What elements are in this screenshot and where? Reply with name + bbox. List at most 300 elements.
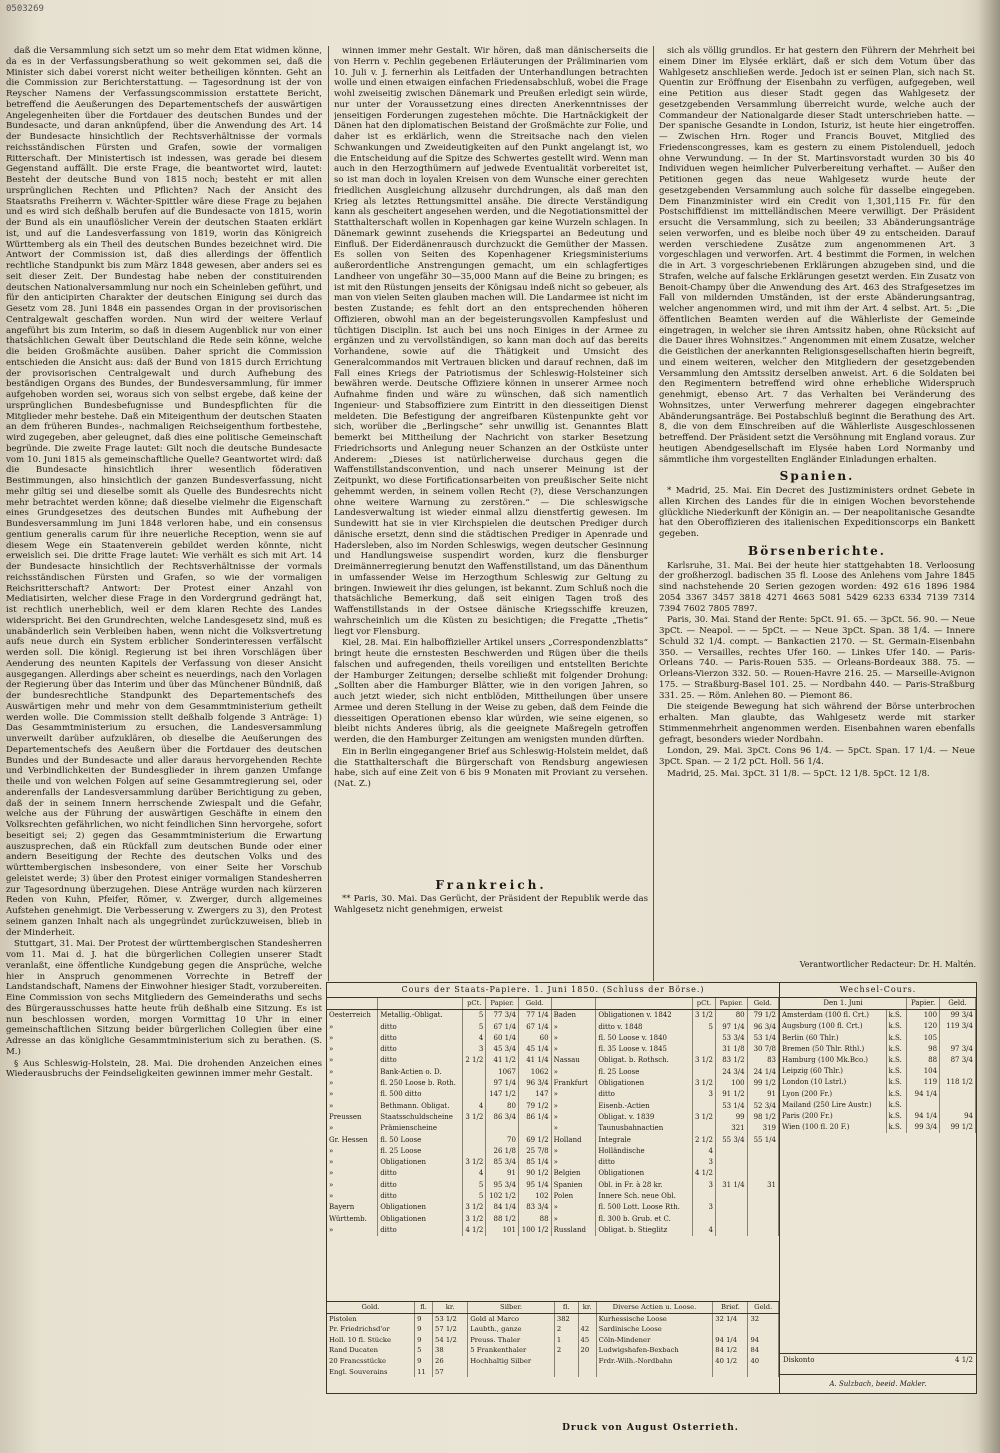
table-cell: 91 1/2 [715,1089,747,1100]
diskonto-row [780,1353,976,1367]
table-cell: » [551,1146,596,1157]
table-cell: ditto [378,1168,463,1179]
table-cell: Holländische [596,1146,693,1157]
table-row [780,1077,976,1088]
table-cell: k.S. [886,1033,907,1044]
header-cell [551,998,596,1010]
table-cell: 53 1/4 [715,1101,747,1112]
table-cell: k.S. [886,1122,907,1133]
table-cell: Pistolen [327,1313,415,1324]
table-cell: 40 1/2 [713,1356,748,1367]
table-cell: 9 [415,1324,433,1335]
page-shadow [978,0,1000,1453]
header-cell: kr. [433,1302,468,1313]
table-cell: 94 1/4 [713,1335,748,1346]
table-cell: 32 [748,1313,779,1324]
table-cell: » [551,1022,596,1033]
table-cell: Obligationen [378,1157,463,1168]
table-cell [715,1202,747,1213]
table-cell: k.S. [886,1111,907,1122]
table-cell: k.S. [886,1066,907,1077]
boersen-paragraph: Karlsruhe, 31. Mai. Bei der heute hier stattgehabten 18. Verloosung der großherzogl. badischen 35 fl. Loose des Anlehens vom Jahre 1845 sind nachstehende 20 Serien gezogen worden: 492 616 1896 1984 2054 3367 3457 3818 4271 4663 5081 5429 6233 6334 7139 7314 7394 7602 7805 7897. [659,560,975,614]
table-row [327,1225,779,1236]
table-cell: 40 [748,1356,779,1367]
table-cell [518,1123,551,1134]
table-cell: Spanien [551,1180,596,1191]
table-cell: 9 [415,1335,433,1346]
table-cell: Metallig.-Obligat. [378,1010,463,1022]
table-cell: 83 3/4 [518,1202,551,1213]
table-cell: 120 [907,1021,940,1032]
table-cell: 84 1/4 [486,1202,519,1213]
table-cell: ditto [378,1044,463,1055]
table-cell: 87 3/4 [940,1055,976,1066]
table-cell: 95 1/4 [518,1180,551,1191]
table-header-row [327,998,779,1010]
table-cell: » [327,1033,378,1044]
table-cell: fl. 300 b. Grub. et C. [596,1214,693,1225]
table-cell [463,1123,486,1134]
table-cell: Ludwigshafen-Bexbach [596,1345,713,1356]
frankreich-section [334,880,648,915]
table-cell: Hamburg (100 Mk.Bco.) [780,1055,886,1066]
table-cell: 84 1/2 [713,1345,748,1356]
table-row [327,1202,779,1213]
table-cell: Hochhaltig Silber [468,1356,555,1367]
table-cell: » [327,1191,378,1202]
table-cell [463,1067,486,1078]
table-cell: London (10 Lstrl.) [780,1077,886,1088]
table-cell: 4 [692,1225,715,1236]
table-cell [747,1202,778,1213]
table-cell: 24 3/4 [715,1067,747,1078]
table-cell: 3 1/2 [692,1010,715,1022]
article-paragraph: Stuttgart, 31. Mai. Der Protest der württembergischen Standesherren vom 11. Mai d. J. hat die bürgerlichen Collegien unserer Stadt veranlaßt, eine öffentliche Kundgebung gegen die Ansprüche, welche hier in Anspruch genommenen Vorrechte in Betreff der Landstandschaft, Namens der Einwohner hiesiger Stadt, vorzubereiten. Eine Commission von sechs Mitgliedern des Gemeinderaths und sechs des Bürgerausschusses hatte heute früh deßhalb eine Sitzung. Es ist nun beschlossen worden, morgen Vormittag 10 Uhr in einer gemeinschaftlichen Sitzung beider bürgerlichen Collegien über eine Adresse an das königliche Gesammtministerium sich zu berathen. (S. M.) [6,939,322,1057]
table-cell [715,1146,747,1157]
table-cell [715,1157,747,1168]
table-cell: 3 1/2 [692,1112,715,1123]
table-cell [940,1066,976,1077]
table-cell: 3 1/2 [463,1112,486,1123]
table-cell: » [327,1157,378,1168]
table-cell: » [327,1089,378,1100]
table-cell: 94 [940,1111,976,1122]
table-cell: Preussen [327,1112,378,1123]
kurs-grid [327,998,779,1236]
table-cell: 3 1/2 [692,1055,715,1066]
table-cell: 91 [747,1089,778,1100]
table-cell: Oesterreich [327,1010,378,1022]
table-cell: k.S. [886,1044,907,1055]
table-cell [463,1089,486,1100]
table-cell: 80 [715,1010,747,1022]
table-cell: ditto [378,1225,463,1236]
table-cell: Gr. Hessen [327,1135,378,1146]
table-cell: Laubth., ganze [468,1324,555,1335]
header-cell: Papier. [907,998,940,1010]
table-cell [468,1367,555,1378]
header-cell: Brief. [713,1302,748,1313]
boersen-paragraph: London, 29. Mai. 3pCt. Cons 96 1/4. — 5pCt. Span. 17 1/4. — Neue 3pCt. Span. — 2 1/2 pCt. Holl. 56 1/4. [659,746,975,767]
table-row [327,1214,779,1225]
table-cell [940,1089,976,1100]
table-cell: k.S. [886,1021,907,1032]
table-cell: » [327,1022,378,1033]
table-cell [692,1044,715,1055]
table-cell: » [327,1180,378,1191]
table-cell: » [551,1157,596,1168]
table-row [327,1135,779,1146]
table-cell [554,1356,578,1367]
table-cell: Gold al Marco [468,1313,555,1324]
table-cell [713,1367,748,1378]
staats-papiere-table [327,983,780,1393]
table-cell: 95 3/4 [486,1180,519,1191]
table-header-row [780,998,976,1010]
header-cell: Papier. [486,998,519,1010]
article-paragraph: § Aus Schleswig-Holstein, 28. Mai. Die drohenden Anzeichen eines Wiederausbruchs der Feindseligkeiten gewinnen immer mehr Gestalt. [6,1058,322,1080]
table-cell: 118 1/2 [940,1077,976,1088]
table-cell: 77 3/4 [486,1010,519,1022]
table-cell: Holl. 10 fl. Stücke [327,1335,415,1346]
table-cell: 98 1/2 [747,1112,778,1123]
table-row [327,1345,779,1356]
table-cell: 5 [463,1191,486,1202]
column-divider [653,46,654,981]
header-cell: Diverse Actien u. Loose. [596,1302,713,1313]
table-title: Cours der Staats-Papiere. 1. Juni 1850. (Schluss der Börse.) [327,983,779,998]
table-cell [747,1157,778,1168]
table-cell: ditto [378,1022,463,1033]
table-row [327,1022,779,1033]
table-cell: 26 1/8 [486,1146,519,1157]
table-cell: » [551,1044,596,1055]
table-cell: ditto [378,1191,463,1202]
table-cell: Berlin (60 Thlr.) [780,1033,886,1044]
table-cell: 1067 [486,1067,519,1078]
table-row [327,1123,779,1134]
table-cell: » [551,1101,596,1112]
table-row [327,1101,779,1112]
table-cell [940,1100,976,1111]
table-cell [692,1214,715,1225]
table-cell: 97 1/4 [715,1022,747,1033]
table-cell: 88 1/2 [486,1214,519,1225]
table-cell: 60 [518,1033,551,1044]
header-cell: kr. [578,1302,596,1313]
table-cell: Prämienscheine [378,1123,463,1134]
table-cell: 3 1/2 [692,1078,715,1089]
table-cell: 67 1/4 [486,1022,519,1033]
table-cell [940,1033,976,1044]
table-cell: 96 3/4 [518,1078,551,1089]
printer-imprint: Druck von August Osterrieth. [562,1423,739,1433]
table-cell [596,1367,713,1378]
table-cell: 25 7/8 [518,1146,551,1157]
table-cell: 319 [747,1123,778,1134]
table-row [327,1191,779,1202]
table-cell: 11 [415,1367,433,1378]
table-cell: 41 1/4 [518,1055,551,1066]
table-cell [578,1367,596,1378]
table-cell: 3 [692,1157,715,1168]
table-cell: Russland [551,1225,596,1236]
table-cell: 101 [486,1225,519,1236]
table-cell [463,1135,486,1146]
article-paragraph: daß die Versammlung sich setzt um so mehr dem Etat widmen könne, da es in der Verfassungsberathung so weit gekommen sei, daß die Minister sich dabei vorerst nicht weiter betheiligen könnten. Geht an die Commission zur Berichterstattung. — Tagesordnung ist der von Reyscher Namens der Verfassungscommission erstattete Bericht, betreffend die Aeußerungen des Departementschefs der auswärtigen Angelegenheiten über die Fortdauer des deutschen Bundes und der Bundesacte, und daran anknüpfend, über die Anwendung des Art. 14 der Bundesacte hinsichtlich der Rechtsverhältnisse der vormals reichsständischen Fürsten und Grafen, sowie der vormaligen Ritterschaft. Der Ministertisch ist indessen, was gerade bei diesem Gegenstand auffällt. Die erste Frage, die beantwortet wird, lautet: Besteht der deutsche Bund von 1815 noch; besteht er mit allen ursprünglichen Rechten und Pflichten? Nach der Ansicht des Staatsraths Freiherrn v. Wächter-Spittler wäre diese Frage zu bejahen und es wird sich deßhalb berufen auf die Bundesacte von 1815, worin der Bund als ein unauflöslicher Verein der deutschen Staaten erklärt ist, und auf die Landesverfassung von 1819, worin das Königreich Württemberg als ein Theil des deutschen Bundes bezeichnet wird. Die Antwort der Commission ist, daß dies allerdings der öffentlich rechtliche Standpunkt bis zum März 1848 gewesen, aber anders sei es seit dieser Zeit. Der Bundestag habe neben der constituirenden deutschen Nationalversammlung nur noch ein Scheinleben geführt, und für den anticipirten Charakter der deutschen Einigung sei durch das Gesetz vom 28. Juni 1848 ein passendes Organ in der provisorischen Centralgewalt geschaffen worden. Nun wird der weitere Verlauf angeführt bis zum Interim, so daß in diesem Augenblick nur von einer thatsächlichen Gewalt über Deutschland die Rede sein könne, welche die beiden Großmächte ausüben. Daher spricht die Commission entschieden die Ansicht aus: daß der Bund von 1815 durch Errichtung der provisorischen Centralgewalt und durch Aufhebung des beständigen Organs des Bundes, der Bundesversammlung, für immer aufgehoben worden sei, woraus sich von selbst ergebe, daß keine der ursprünglichen Bundesbefugnisse und Bundespflichten für die Mitglieder mehr bestehe. Daß ein Miteigenthum der deutschen Staaten an dem früheren Bundes-, nachmaligen Reichseigenthum fortbestehe, wird zugegeben, aber geleugnet, daß dies eine politische Gemeinschaft begründe. Die zweite Frage lautet: Gilt noch die deutsche Bundesacte vom 10. Juni 1815 als gemeinschaftliche Quelle? Geantwortet wird: daß die Bundesacte hinsichtlich ihrer wesentlich föderativen Bestimmungen, also hinsichtlich der ganzen Bundesverfassung, nicht mehr giltig sei und dieselbe somit als Quelle des Bundesrechts nicht mehr betrachtet werden könne; daß dieselbe vielmehr die Eigenschaft eines Grundgesetzes des deutschen Bundes mit Aufhebung der Bundesversammlung im Juni 1848 verloren habe, und ein consensus gentium generalis carum für ihre neuerliche Reception, wenn sie auf diesem Wege ein Staatenverein gebildet werden könnte, nicht erweislich sei. Die dritte Frage lautet: Wie verhält es sich mit Art. 14 der Bundesacte hinsichtlich der Rechtsverhältnisse der vormals reichsständischen Fürsten und Grafen, so wie der vormaligen Reichsritterschaft? Antwort: Der Protest einer Anzahl von Mediatisirten, welcher diese Frage in den Vordergrund gedrängt hat, ist rechtlich unerheblich, weil er dem klaren Rechte des Landes widerspricht. Bei den Grundrechten, welche Landesgesetz sind, muß es unabänderlich sein Verbleiben haben, wenn nicht die Volksvertretung aufs neue durch ein System erblicher Sonderinteressen verfälscht werden soll. Die königl. Regierung ist bei ihren Vorschlägen über Aenderung des neunten Kapitels der Verfassung von dieser Ansicht ausgegangen. Allerdings aber scheint es neuerdings, nach den Vorlagen der Regierung über das Interim und über das Münchener Bündniß, daß der bundesrechtliche Standpunkt des Departementschefs des Auswärtigen mehr und mehr von dem Gesammtministerium getheilt werden wolle. Die Commission stellt deßhalb folgende 3 Anträge: 1) Das Gesammtministerium zu ersuchen, die Landesversammlung unverweilt darüber aufzuklären, ob dieselbe die Aeußerungen des Departementschefs des Aeußern über die Fortdauer des deutschen Bundes und der Bundesacte und aller daraus hervorgehenden Rechte und Verbindlichkeiten der Bundesglieder in ihrem ganzen Umfange theile und von welchen Folgen auf seine Gesammtregierung sei, oder anderenfalls der Landesversammlung darüber Berichtigung zu geben, daß der in seinem Innern herrschende Zwiespalt und die Gefahr, welche aus der Führung der auswärtigen Geschäfte in einem den Volksrechten gefährlichen, wo nicht feindlichen Sinn hervorgehe, sofort beseitigt sei; 2) gegen das Gesammtministerium die Erwartung auszusprechen, daß ein Rückfall zum deutschen Bunde oder einer andern Beseitigung der Rechte des deutschen Volks und des württembergischen insbesondere, von einer Seite her Vorschub geleistet werde; 3) über den Protest einiger vormaligen Standesherren zur Tagesordnung überzugehen. Diese Anträge wurden nach kürzeren Reden von Kuhn, Pfeifer, Römer, v. Zwerger, durch allgemeines Aufstehen genehmigt. Die Verbesserung v. Zwergers zu 3), den Protest seinem ganzen Inhalt nach als ungegründet zurückzuweisen, blieb in der Minderheit. [6,46,322,938]
table-cell: 96 3/4 [747,1022,778,1033]
table-cell: 84 [748,1345,779,1356]
boersen-paragraph: Paris, 30. Mai. Stand der Rente: 5pCt. 91. 65. — 3pCt. 56. 90. — Neue 3pCt. — Neapol. — — 5pCt. — — Neue 3pCt. Span. 38 1/4. — Innere Schuld 32 1/4. compt. — Bankactien 2170. — St. Germain-Eisenbahn 350. — Versailles, rechtes Ufer 160. — Linkes Ufer 140. — Paris-Orleans 740. — Paris-Rouen 535. — Orleans-Bordeaux 388. 75. — Orleans-Vierzon 332. 50. — Rouen-Havre 216. 25. — Marseille-Avignon 175. — Straßburg-Basel 101. 25. — Nordbahn 440. — Paris-Straßburg 331. 25. — Röm. Anlehen 80. — Piemont 86. [659,615,975,701]
table-row [327,1335,779,1346]
table-cell: Obligationen v. 1842 [596,1010,693,1022]
table-cell: 147 1/2 [486,1089,519,1100]
header-cell: Silber. [468,1302,555,1313]
table-cell: 83 1/2 [715,1055,747,1066]
table-cell: 4 [463,1168,486,1179]
table-cell: 102 [518,1191,551,1202]
table-cell [692,1067,715,1078]
table-cell: ditto [378,1033,463,1044]
header-cell: pCt. [692,998,715,1010]
table-cell [713,1324,748,1335]
table-cell: Lyon (200 Fr.) [780,1089,886,1100]
table-row [327,1168,779,1179]
table-cell: » [327,1123,378,1134]
table-row [780,1122,976,1133]
table-row [327,1112,779,1123]
table-row [327,1367,779,1378]
table-cell: Obligationen [378,1202,463,1213]
table-row [327,1067,779,1078]
table-cell: 20 [578,1345,596,1356]
table-cell: 88 [907,1055,940,1066]
header-cell: Geld. [747,998,778,1010]
table-cell [578,1313,596,1324]
table-cell: Belgien [551,1168,596,1179]
article-paragraph: * Madrid, 25. Mai. Ein Decret des Justizministers ordnet Gebete in allen Kirchen des Landes für die in einigen Wochen bevorstehende glückliche Niederkunft der Königin an. — Der neapolitanische Gesandte hat den Oberoffizieren des italienischen Expeditionscorps ein Bankett gegeben. [659,486,975,539]
table-cell: 45 1/4 [518,1044,551,1055]
table-cell: » [551,1112,596,1123]
table-cell: 9 [415,1313,433,1324]
table-cell: 2 [554,1345,578,1356]
column-divider [328,46,329,981]
table-cell: 20 Francsstücke [327,1356,415,1367]
table-cell: ditto v. 1848 [596,1022,693,1033]
table-row [780,1010,976,1022]
table-cell: ditto [596,1089,693,1100]
column-1 [6,46,322,1446]
table-cell: 5 [463,1022,486,1033]
column-2 [334,46,648,874]
table-cell: 3 1/2 [463,1214,486,1225]
table-cell: 3 [692,1089,715,1100]
column-3 [659,46,975,786]
table-cell: 57 1/2 [433,1324,468,1335]
table-cell: » [327,1146,378,1157]
table-cell [463,1146,486,1157]
table-cell: fl. 25 Loose [596,1067,693,1078]
table-cell: » [327,1078,378,1089]
table-row [780,1044,976,1055]
table-cell: 85 1/4 [518,1157,551,1168]
table-cell: Kurhessische Loose [596,1313,713,1324]
table-cell: Leipzig (60 Thlr.) [780,1066,886,1077]
table-cell: Staatsschuldscheine [378,1112,463,1123]
table-cell: k.S. [886,1010,907,1022]
table-cell: Integrale [596,1135,693,1146]
table-cell: 52 3/4 [747,1101,778,1112]
table-cell: 4 [463,1101,486,1112]
table-cell: Engl. Souverains [327,1367,415,1378]
table-cell: Bethmann. Obligat. [378,1101,463,1112]
table-cell: 31 1/8 [715,1044,747,1055]
table-cell: 41 1/2 [486,1055,519,1066]
table-row [780,1021,976,1032]
table-cell: 3 1/2 [463,1202,486,1213]
table-cell: 97 3/4 [940,1044,976,1055]
table-cell: » [327,1168,378,1179]
table-cell: Baden [551,1010,596,1022]
table-cell: 119 3/4 [940,1021,976,1032]
boersen-paragraph: Die steigende Bewegung hat sich während der Börse unterbrochen erhalten. Man glaubte, das Wahlgesetz werde mit starker Stimmenmehrheit angenommen werden. Eisenbahnen waren ebenfalls gefragt, besonders wieder Nordbahn. [659,702,975,745]
table-cell: 5 [463,1010,486,1022]
table-row [327,1146,779,1157]
table-cell: 5 Frankenthaler [468,1345,555,1356]
table-cell: Eisenb.-Actien [596,1101,693,1112]
table-row [780,1111,976,1122]
makler-signature: A. Sulzbach, beeid. Makler. [780,1374,976,1393]
table-cell: Preuss. Thaler [468,1335,555,1346]
header-cell [327,998,378,1010]
table-cell: ditto [378,1055,463,1066]
table-cell: Mailand (250 Lire Austr.) [780,1100,886,1111]
table-cell: 55 1/4 [747,1135,778,1146]
table-cell: 4 [463,1033,486,1044]
table-cell [747,1146,778,1157]
article-paragraph: Ein in Berlin eingegangener Brief aus Schleswig-Holstein meldet, daß die Statthalterschaft die Bürgerschaft von Rendsburg angewiesen habe, sich auf eine Zeit von 6 bis 9 Monaten mit Proviant zu versehen. (Nat. Z.) [334,746,648,789]
gold-grid [327,1302,779,1377]
table-cell: 1062 [518,1067,551,1078]
table-row [327,1089,779,1100]
table-row [327,1157,779,1168]
table-cell: fl. 500 ditto [378,1089,463,1100]
table-cell [463,1078,486,1089]
table-cell: Frankfurt [551,1078,596,1089]
table-cell: Bank-Actien o. D. [378,1067,463,1078]
article-paragraph: Kiel, 28. Mai. Ein halboffizieller Artikel unsers „Correspondenzblatts“ bringt heute die ernstesten Beschwerden und Rügen über die theils falschen und aufregenden, theils voreiligen und entstellten Berichte der Hamburger Zeitungen; derselbe schließt mit folgender Drohung: „Sollten aber die Hamburger Blätter, wie in den vorigen Jahren, so auch jetzt wieder, sich nicht entblöden, Mittheilungen über unsere Armee und deren Stellung in der Weise zu geben, daß dem Feinde die diesseitigen Operationen ebenso klar würden, wie seine eigenen, so bleibt nichts Anderes übrig, als die geeignete Maßregeln getroffen werden, die den Hamburger Zeitungen am wenigsten munden dürften. [334,638,648,745]
table-cell: 5 [692,1022,715,1033]
header-cell: Papier. [715,998,747,1010]
table-cell: k.S. [886,1100,907,1111]
table-cell: Wien (100 fl. 20 F.) [780,1122,886,1133]
table-cell: 79 1/2 [518,1101,551,1112]
table-cell: Polen [551,1191,596,1202]
table-cell: Sardinische Loose [596,1324,713,1335]
table-cell: fl. 25 Loose [378,1146,463,1157]
table-cell: 321 [715,1123,747,1134]
table-cell: 3 1/2 [463,1157,486,1168]
table-cell [747,1168,778,1179]
table-cell [907,1100,940,1111]
stock-tables [326,982,977,1394]
table-cell: 102 1/2 [486,1191,519,1202]
table-cell: Obligat. b. Stieglitz [596,1225,693,1236]
table-cell: 24 1/4 [747,1067,778,1078]
table-cell: Obligat. v. 1839 [596,1112,693,1123]
table-cell: 99 3/4 [940,1010,976,1022]
table-cell: 53 3/4 [715,1033,747,1044]
table-cell: 99 [715,1112,747,1123]
table-cell: 9 [415,1356,433,1367]
table-cell [715,1168,747,1179]
header-cell: Geld. [748,1302,779,1313]
table-cell: Amsterdam (100 fl. Crt.) [780,1010,886,1022]
table-cell: Pr. Friedrichsd'or [327,1324,415,1335]
header-cell [378,998,463,1010]
table-cell: 53 1/2 [433,1313,468,1324]
table-cell [692,1033,715,1044]
table-row [327,1324,779,1335]
scan-id: 0503269 [6,4,44,14]
table-cell: 80 [486,1101,519,1112]
table-cell: fl. 500 Lott. Loose Rth. [596,1202,693,1213]
header-cell: pCt. [463,998,486,1010]
table-cell [715,1214,747,1225]
diskonto-value: 4 1/2 [955,1356,973,1364]
table-cell: Bayern [327,1202,378,1213]
table-cell: ditto [596,1157,693,1168]
table-cell: k.S. [886,1089,907,1100]
table-cell: 99 3/4 [907,1122,940,1133]
wechsel-cours-table [780,983,976,1393]
table-cell [486,1123,519,1134]
table-header-row [327,1302,779,1313]
article-paragraph: ** Paris, 30. Mai. Das Gerücht, der Präsident der Republik werde das Wahlgesetz nicht genehmigen, erweist [334,893,648,915]
table-cell: 3 [692,1180,715,1191]
table-cell: 5 [463,1180,486,1191]
table-title: Wechsel-Cours. [780,983,976,998]
table-cell [748,1324,779,1335]
table-cell: 105 [907,1033,940,1044]
table-cell: Innere Sch. neue Obl. [596,1191,693,1202]
header-cell: fl. [415,1302,433,1313]
table-cell: » [551,1089,596,1100]
table-cell [715,1191,747,1202]
table-cell: Obligationen [596,1078,693,1089]
table-cell: ditto [378,1180,463,1191]
redakteur-line: Verantwortlicher Redacteur: Dr. H. Maltén. [799,960,976,969]
table-row [780,1100,976,1111]
table-cell [748,1367,779,1378]
table-cell: 2 1/2 [463,1055,486,1066]
diskonto-label: Diskonto [783,1356,815,1364]
table-cell: Augsburg (100 fl. Crt.) [780,1021,886,1032]
table-cell: Frdr.-Wilh.-Nordbahn [596,1356,713,1367]
table-row [327,1033,779,1044]
table-cell: 2 [554,1324,578,1335]
table-cell: Nassau [551,1055,596,1066]
table-cell: » [327,1225,378,1236]
table-cell: 31 [747,1180,778,1191]
table-cell: Obl. in Fr. à 28 kr. [596,1180,693,1191]
article-paragraph: winnen immer mehr Gestalt. Wir hören, daß man dänischerseits die von Herrn v. Pechlin gegebenen Erläuterungen der Präliminarien vom 10. Juli v. J. fernerhin als Leitfaden der Unterhandlungen betrachten wolle und einen etwaigen einfachen Friedensabschluß, wobei die Frage wohl zweiseitig zwischen Dänemark und Preußen erledigt sein würde, nur unter der Voraussetzung eines directen Anerkenntnisses der jenseitigen Forderungen zugestehen möchte. Die Hartnäckigkeit der Dänen hat den diplomatischen Beistand der Großmächte zur Folie, und daher ist es erklärlich, wenn die Streitsache nach den vielen Schwankungen und Zweideutigkeiten auf den Punkt angelangt ist, wo die Entscheidung auf die Spitze des Schwertes gestellt wird. Wenn man auch in den Herzogthümern auf jedwede Eventualität vorbereitet ist, so ist man doch in loyalen Kreisen von dem Wunsche einer gerechten friedlichen Ausgleichung allzusehr durchdrungen, als daß man den Krieg als letztes Rettungsmittel ansähe. Die directe Verständigung kann als gescheitert angesehen werden, und die Negotiationsmittel der Statthalterschaft wollen in Kopenhagen gar keine Wurzeln schlagen. In Dänemark gewinnt zusehends die Kriegspartei an Bedeutung und Einfluß. Der Eiderdänenrausch durchzuckt die Gemüther der Massen. Es sollen von Seiten des Kopenhagener Kriegsministeriums außerordentliche Anstrengungen gemacht, um ein schlagfertiges Landheer von ungefähr 30—35,000 Mann auf die Beine zu bringen; es ist mit den Rüstungen jenseits der Königsau indeß nicht so gebeuer, als man von vielen Seiten glauben machen will. Die Landarmee ist nicht im besten Zustande; es fehlt dort an den entsprechenden höheren Offizieren, obwohl man an der begeisterungsvollen Kampfeslust und tüchtigen Disciplin. Ist auch bei uns noch Einiges in der Armee zu ergänzen und zu vervollständigen, so kann man doch auf das bereits Vorhandene, sowie auf die Thätigkeit und Umsicht des Generalcommandos mit Vertrauen blicken und darauf rechnen, daß im Fall eines Kriegs der Patriotismus der Schleswig-Holsteiner sich bewähren werde. Deutsche Offiziere können in unserer Armee noch Aufnahme finden und wäre zu wünschen, daß sich namentlich Ingenieur- und Stabsoffiziere zum Eintritt in den diesseitigen Dienst meldeten. Die Befestigung der angreifbaren Küstenpunkte geht vor sich, worüber die „Berlingsche“ sehr unwillig ist. Genanntes Blatt bemerkt bei Mittheilung der Nachricht von starker Besetzung Friedrichsorts und Anlegung neuer Schanzen an der Ostküste unter Anderem: „Dieses ist natürlicherweise durchaus gegen die Waffenstillstandsconvention, und nach unserer Meinung ist der Zeitpunkt, wo diese Fortificationsarbeiten von preußischer Seite nicht gehemmt werden, in seinem vollen Recht (?), diese Verschanzungen ohne weitere Warnung zu zerstören.“ — Die schleswigsche Landesverwaltung ist wieder einmal allzu dienstfertig gewesen. Im Sundewitt hat sie in vier Kirchspielen die deutschen Prediger durch dänische ersetzt, denn sind die städtischen Prediger in Apenrade und Hadersleben, also im Norden Schleswigs, wegen deutscher Gesinnung und Handlungsweise suspendirt worden, kurz die flensburger Dreimännerregierung benutzt den Waffenstillstand, um das Dänenthum in umfassender Weise im Herzogthum Schleswig zur Geltung zu bringen. Inwieweit ihr dies gelungen, ist bekannt. Zum Schluß noch die thatsächliche Bemerkung, daß seit einigen Tagen troß des Waffenstillstands in der Ostsee dänische Kriegsschiffe kreuzen, wahrscheinlich um die Küsten zu besichtigen; die Fregatte „Thetis“ liegt vor Flensburg. [334,46,648,637]
table-cell: Taunusbahnactien [596,1123,693,1134]
table-cell: 382 [554,1313,578,1324]
table-cell: 1 [554,1335,578,1346]
table-cell [692,1123,715,1134]
table-cell [747,1225,778,1236]
